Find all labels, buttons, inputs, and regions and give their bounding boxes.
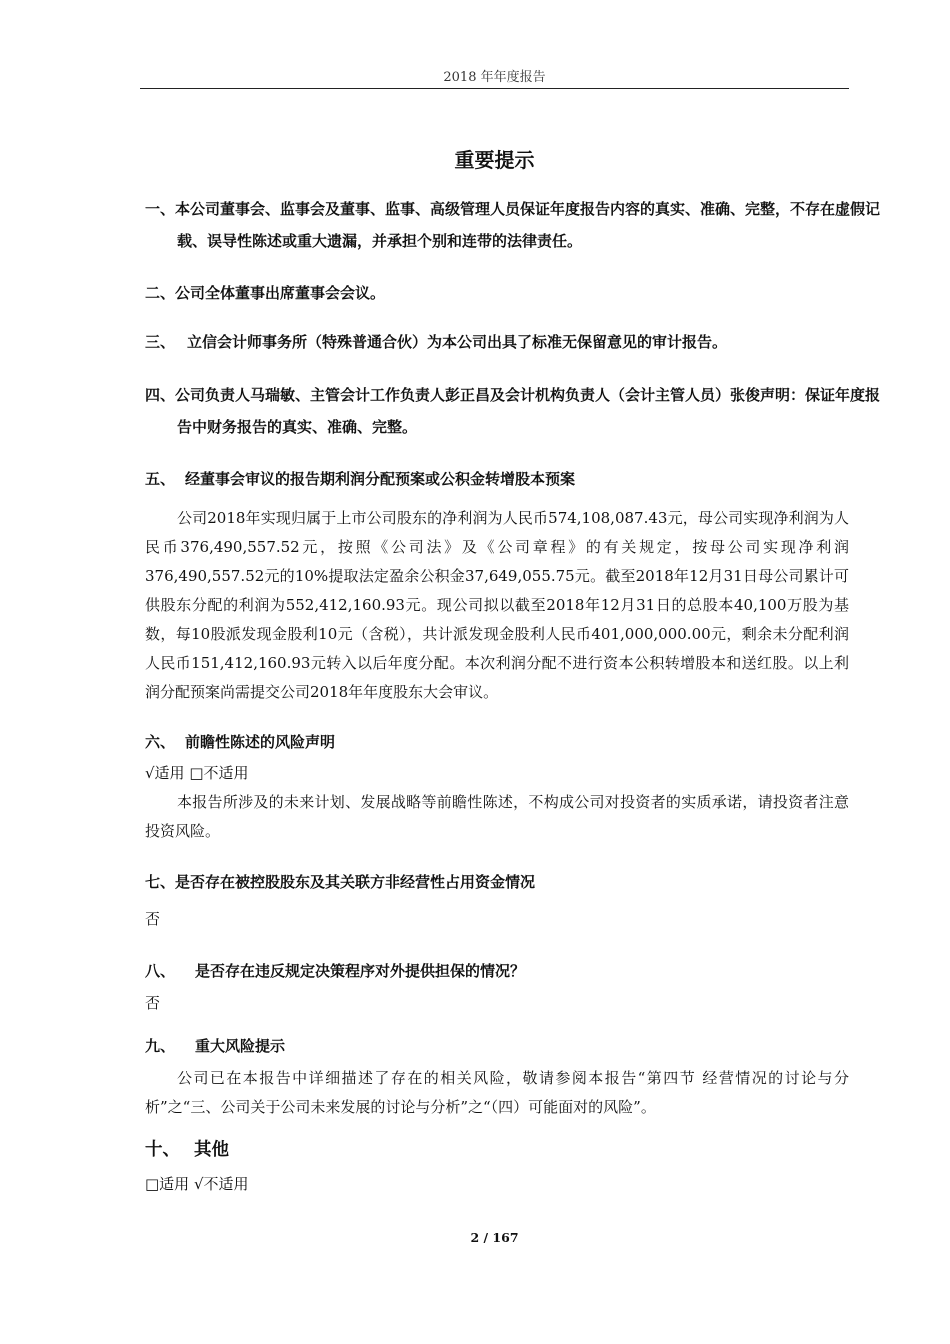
item-3 [145,326,849,358]
item-6-body: 本报告所涉及的未来计划、发展战略等前瞻性陈述，不构成公司对投资者的实质承诺，请投资者注意投资风险。 [145,793,849,840]
item-7-answer: 否 [145,910,161,928]
item-3-text: 立信会计师事务所（特殊普通合伙）为本公司出具了标准无保留意见的审计报告。 [187,333,728,351]
item-5-body: 公司2018年实现归属于上市公司股东的净利润为人民币574,108,087.43元，母公司实现净利润为人民币376,490,557.52元，按照《公司法》及《公司章程》的有关规定，按母公司实现净利润376,490,557.52元的10%提取法定盈余公积金37,649,055.75元。截至2018年12月31日母公司累计可供股东分配的利润为552,412,160.93元。现公司拟以截至2018年12月31日的总股本40,100万股为基数，每10股派发现金股利10元（含税），共计派发现金股利人民币401,000,000.00元，剩余未分配利润人民币151,412,160.93元转入以后年度分配。本次利润分配不进行资本公积转增股本和送红股。以上利润分配预案尚需提交公司2018年年度股东大会审议。 [145,509,849,701]
item-10-heading [145,1136,849,1161]
item-9-heading [145,1030,849,1062]
item-1-text: 本公司董事会、监事会及董事、监事、高级管理人员保证年度报告内容的真实、准确、完整，不存在虚假记载、误导性陈述或重大遗漏，并承担个别和连带的法律责任。 [175,200,881,250]
item-4-number: 四、 [145,386,176,404]
page-number: 2 / 167 [470,1230,519,1245]
item-6-number: 六、 [145,733,176,751]
item-3-number: 三、 [145,333,176,351]
item-4 [145,379,881,443]
item-5-text: 经董事会审议的报告期利润分配预案或公积金转增股本预案 [185,470,576,488]
item-1-number: 一、 [145,200,176,218]
item-2-number: 二、 [145,284,176,302]
item-2 [145,277,849,309]
page-title: 重要提示 [454,148,535,172]
item-8-text: 是否存在违反规定决策程序对外提供担保的情况？ [195,962,526,980]
item-7-text: 是否存在被控股股东及其关联方非经营性占用资金情况 [175,873,536,891]
header-divider [140,88,849,89]
item-10-text: 其他 [194,1140,229,1160]
item-9-number: 九、 [145,1037,176,1055]
item-6-heading [145,726,849,758]
item-9-text: 重大风险提示 [195,1037,286,1055]
item-7-heading [145,866,849,898]
item-6-text: 前瞻性陈述的风险声明 [185,733,336,751]
item-1 [145,193,881,257]
item-6-options: √适用 □不适用 [145,764,249,782]
item-5-number: 五、 [145,470,176,488]
item-10-number: 十、 [145,1140,180,1160]
item-8-number: 八、 [145,962,176,980]
item-8-answer: 否 [145,994,161,1012]
page-header: 2018 年年度报告 [443,70,546,85]
item-10-options: □适用 √不适用 [145,1175,249,1193]
item-5-heading [145,463,849,495]
item-4-text: 公司负责人马瑞敏、主管会计工作负责人彭正昌及会计机构负责人（会计主管人员）张俊声明：保证年度报告中财务报告的真实、准确、完整。 [175,386,881,436]
item-8-heading [145,955,849,987]
item-9-body: 公司已在本报告中详细描述了存在的相关风险，敬请参阅本报告“第四节 经营情况的讨论与分析”之“三、公司关于公司未来发展的讨论与分析”之“（四）可能面对的风险”。 [145,1069,849,1116]
item-7-number: 七、 [145,873,176,891]
item-2-text: 公司全体董事出席董事会会议。 [175,284,386,302]
